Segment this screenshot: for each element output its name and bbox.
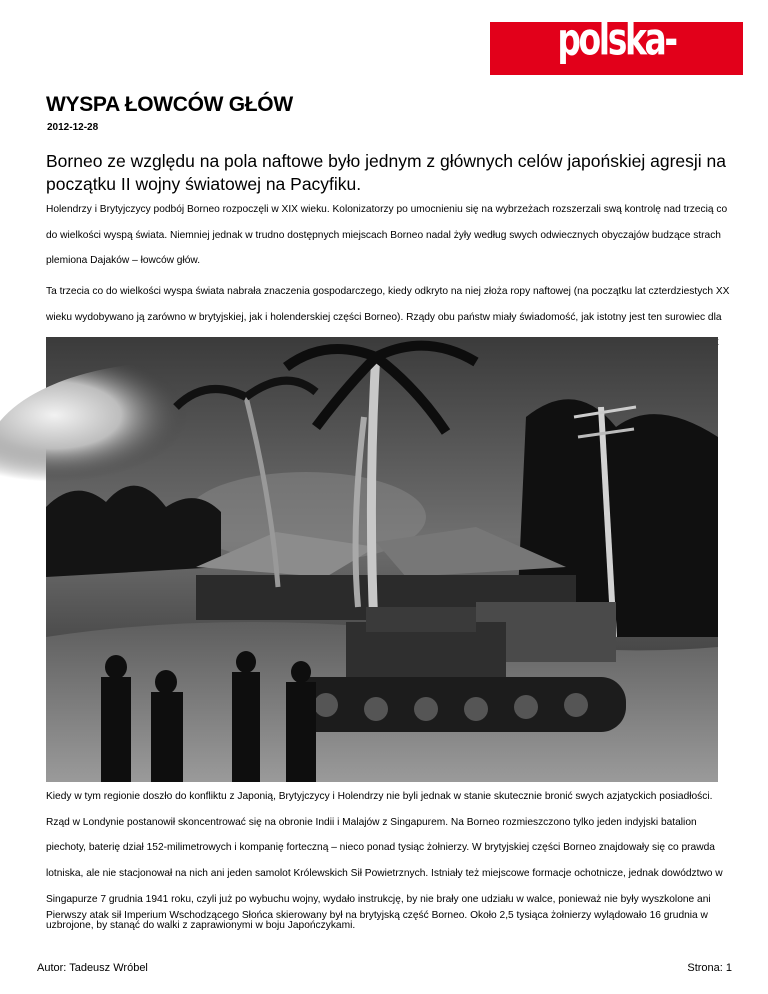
footer-author: Autor: Tadeusz Wróbel [37,962,148,974]
article-paragraph-3: Kiedy w tym regionie doszło do konfliktu z Japonią, Brytyjczycy i Holendrzy nie byli jednak w stanie skutecznie bronić swych azjatyckich posiadłości. Rząd w Londynie postanowił skoncentrować się na obronie Indii i Malajów z Singapurem. Na Borneo rozmieszczono tylko jeden indyjski batalion piechoty, baterię dział 152-milimetrowych i kompanię forteczną – nieco ponad tysiąc żołnierzy. W brytyjskiej części Borneo znajdowały się co prawda lotniska, ale nie stacjonował na nich ani jeden samolot Królewskich Sił Powietrznych. Istniały też miejscowe formacje ochotnicze, jednak dowództwo w Singapurze 7 grudnia 1941 roku, czyli już po wybuchu wojny, wydało instrukcję, by nie brały one udziału w walce, ponieważ nie były wyszkolone ani uzbrojone, by stanąć do walki z zaprawionymi w boju Japończykami. [46,791,723,931]
article-paragraph-1: Holendrzy i Brytyjczycy podbój Borneo rozpoczęli w XIX wieku. Kolonizatorzy po umocnieniu się na wybrzeżach rozszerzali swą kontrolę nad trzecią co do wielkości wyspą świata. Niemniej jednak w trudno dostępnych miejscach Borneo nadal żyły według swych odwiecznych obyczajów budzące strach plemiona Dajaków – łowców głów. [46,204,728,267]
article-title: WYSPA ŁOWCÓW GŁÓW [46,93,293,116]
article-lead: Borneo ze względu na pola naftowe było jednym z głównych celów japońskiej agresji na początku II wojny światowej na Pacyfiku. [46,151,726,194]
site-logo-text: polska-zbrojna.pl [535,12,698,138]
article-paragraph-2: Ta trzecia co do wielkości wyspa świata nabrała znaczenia gospodarczego, kiedy odkryto na niej złoża ropy naftowej (na początku lat czterdziestych XX wieku wydobywano ją zarówno w brytyjskiej, jak i holenderskiej części Borneo). Rządy obu państw miały świadomość, jak istotny jest ten surowiec dla [46,286,730,323]
article-photo [46,337,718,782]
article-date: 2012-12-28 [47,122,99,133]
footer-page-number: Strona: 1 [687,962,732,974]
article-paragraph-4: Pierwszy atak sił Imperium Wschodzącego Słońca skierowany był na brytyjską część Borneo. Około 2,5 tysiąca żołnierzy wylądowało 16 grudnia w [46,910,708,921]
site-logo[interactable] [490,12,743,138]
war-scene-photo [46,337,718,782]
